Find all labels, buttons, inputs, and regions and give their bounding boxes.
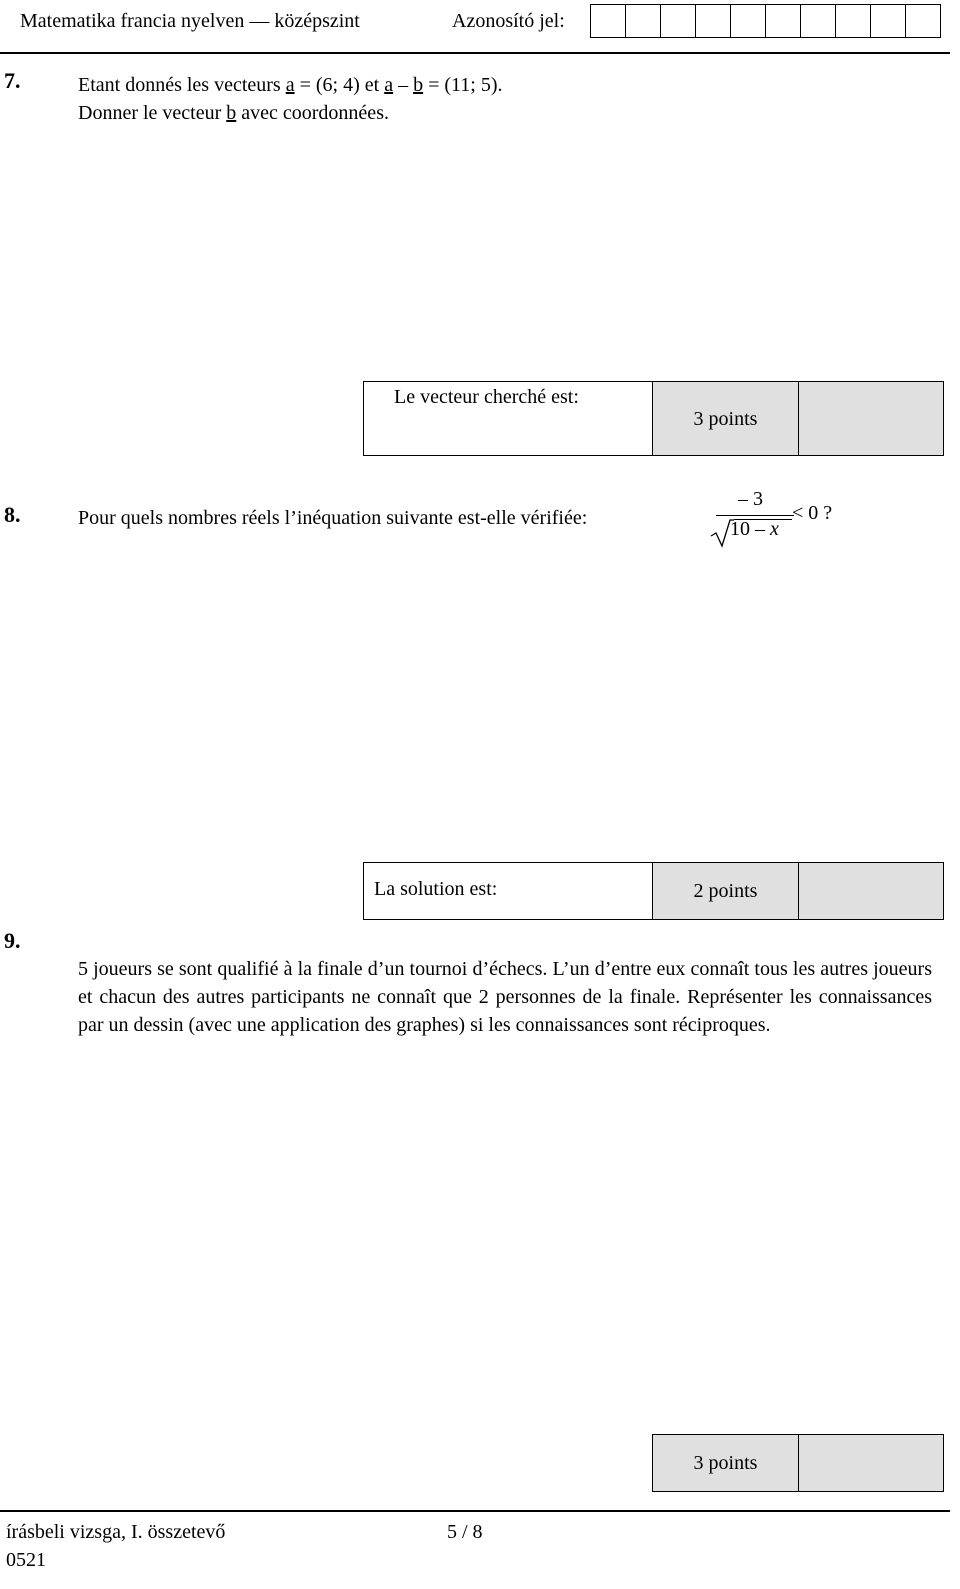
footer-rule bbox=[0, 1510, 950, 1512]
points-label-9: 3 points bbox=[693, 1451, 758, 1474]
fraction-numerator: – 3 bbox=[738, 488, 763, 510]
fraction-denominator bbox=[730, 518, 779, 541]
question-9-number: 9. bbox=[4, 928, 21, 953]
q7-text-part: avec coordonnées. bbox=[236, 102, 389, 124]
id-digit-box[interactable] bbox=[661, 4, 696, 38]
q7-text-part: – bbox=[393, 74, 414, 96]
id-digit-box[interactable] bbox=[626, 4, 661, 38]
inequality-rhs: < 0 ? bbox=[792, 502, 833, 524]
id-digit-box[interactable] bbox=[801, 4, 836, 38]
vector-a: a bbox=[384, 74, 394, 96]
q7-text-part: = (11; 5). bbox=[423, 74, 503, 96]
inequality-fraction bbox=[716, 488, 802, 550]
fraction-bar bbox=[716, 515, 794, 516]
points-cell-8 bbox=[652, 862, 799, 920]
question-9-text: 5 joueurs se sont qualifié à la finale d’un tournoi d’échecs. L’un d’entre eux connaît tous les autres joueurs et chacun des autres participants ne connaît que 2 personnes de la finale. Représenter les connaissances par un dessin (avec une application des graphes) si les connaissances sont réciproques. bbox=[78, 958, 932, 1036]
denominator-variable: x bbox=[770, 518, 779, 540]
footer-exam-label: írásbeli vizsga, I. összetevő bbox=[6, 1521, 226, 1543]
id-digit-box[interactable] bbox=[591, 4, 626, 38]
points-label-8: 2 points bbox=[693, 879, 758, 902]
question-8-text: Pour quels nombres réels l’inéquation suivante est-elle vérifiée: bbox=[78, 507, 588, 529]
score-cell-9[interactable] bbox=[798, 1434, 944, 1492]
header-rule bbox=[0, 52, 950, 54]
footer-code: 0521 bbox=[6, 1549, 46, 1571]
points-cell-7 bbox=[652, 381, 799, 456]
answer-box-8[interactable] bbox=[363, 862, 653, 920]
question-7-text bbox=[78, 71, 938, 127]
footer-page-number: 5 / 8 bbox=[447, 1521, 483, 1543]
question-7-line-2 bbox=[78, 99, 938, 127]
id-digit-box[interactable] bbox=[696, 4, 731, 38]
id-boxes bbox=[590, 4, 941, 38]
id-digit-box[interactable] bbox=[871, 4, 906, 38]
q7-text-part: = (6; 4) et bbox=[294, 74, 385, 96]
id-label: Azonosító jel: bbox=[452, 10, 565, 32]
vector-a: a bbox=[285, 74, 295, 96]
id-digit-box[interactable] bbox=[731, 4, 766, 38]
q7-text-part: Donner le vecteur bbox=[78, 102, 227, 124]
id-digit-box[interactable] bbox=[906, 4, 941, 38]
question-7-line-1 bbox=[78, 71, 938, 99]
denominator-constant: 10 – bbox=[730, 518, 770, 540]
question-7-number: 7. bbox=[4, 68, 21, 93]
answer-box-7[interactable] bbox=[363, 381, 653, 456]
vector-b: b bbox=[226, 102, 237, 124]
id-digit-box[interactable] bbox=[766, 4, 801, 38]
vector-b: b bbox=[413, 74, 424, 96]
score-cell-7[interactable] bbox=[798, 381, 944, 456]
question-8-number: 8. bbox=[4, 502, 21, 527]
points-cell-9 bbox=[652, 1434, 799, 1492]
q7-text-part: Etant donnés les vecteurs bbox=[78, 74, 286, 96]
id-digit-box[interactable] bbox=[836, 4, 871, 38]
points-label-7: 3 points bbox=[693, 408, 758, 430]
header-title: Matematika francia nyelven — középszint bbox=[20, 10, 360, 32]
answer-label-7: Le vecteur cherché est: bbox=[394, 386, 579, 408]
score-cell-8[interactable] bbox=[798, 862, 944, 920]
answer-label-8: La solution est: bbox=[374, 878, 498, 900]
